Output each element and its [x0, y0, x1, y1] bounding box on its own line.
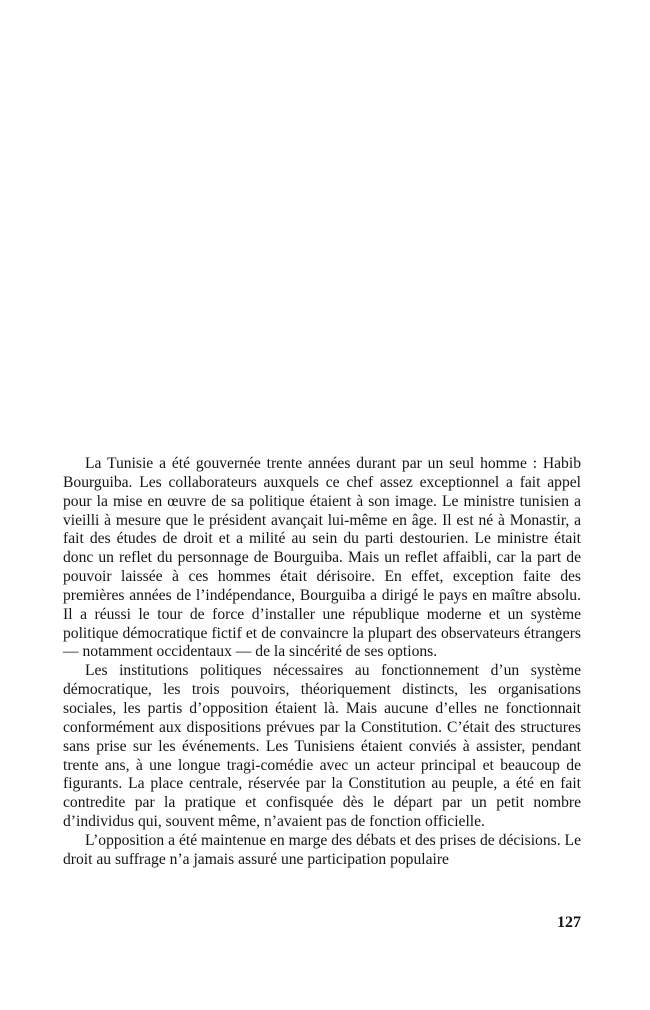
page-number: 127 [557, 914, 581, 931]
paragraph-2: Les institutions politiques nécessaires au fonctionnement d’un système démocratique, les trois pouvoirs, théoriquement distincts, les organisations sociales, les partis d’opposition étaient là. Mais aucune d’elles ne fonctionnait conformément aux dispositions prévues par la Constitution. C’était des structures sans prise sur les événements. Les Tunisiens étaient conviés à assister, pendant trente ans, à une longue tragi-comédie avec un acteur principal et beaucoup de figurants. La place centrale, réservée par la Constitution au peuple, a été en fait contredite par la pratique et confisquée dès le départ par un petit nombre d’individus qui, souvent même, n’avaient pas de fonction officielle. [63, 662, 581, 831]
body-text [63, 455, 581, 870]
paragraph-3: L’opposition a été maintenue en marge des débats et des prises de décisions. Le droit au suffrage n’a jamais assuré une participation populaire [63, 831, 581, 868]
paragraph-1: La Tunisie a été gouvernée trente années durant par un seul homme : Habib Bourguiba. Les collaborateurs auxquels ce chef assez exceptionnel a fait appel pour la mise en œuvre de sa politique étaient à son image. Le ministre tunisien a vieilli à mesure que le président avançait lui-même en âge. Il est né à Monastir, a fait des études de droit et a milité au sein du parti destourien. Le ministre était donc un reflet du personnage de Bourguiba. Mais un reflet affaibli, car la part de pouvoir laissée à ces hommes était dérisoire. En effet, exception faite des premières années de l’indépendance, Bourguiba a dirigé le pays en maître absolu. Il a réussi le tour de force d’installer une république moderne et un système politique démocratique fictif et de convaincre la plupart des observateurs étrangers — notamment occidentaux — de la sincérité de ses options. [63, 455, 581, 661]
